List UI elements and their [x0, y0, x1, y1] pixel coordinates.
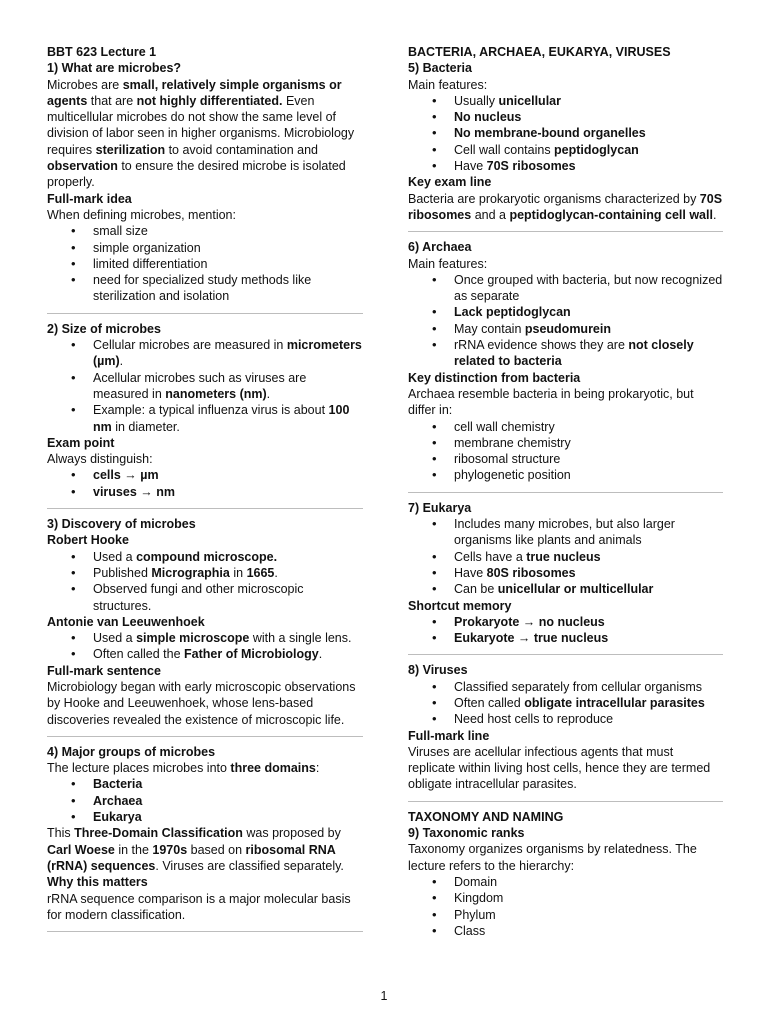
bold-term: 1665 — [246, 565, 275, 580]
list-item — [408, 125, 723, 141]
list-item: • May contain pseudomurein — [408, 321, 723, 337]
list-item — [47, 809, 363, 825]
list-item: • Used a compound microscope. — [47, 549, 363, 565]
list-item: • limited differentiation — [47, 256, 363, 272]
bold-term: observation — [47, 159, 118, 174]
bullet-list — [408, 874, 723, 939]
bold-term: obligate intracellular parasites — [524, 695, 705, 710]
list-item: • need for specialized study methods like sterilization and isolation — [47, 272, 363, 305]
list-item: • Classified separately from cellular organisms — [408, 679, 723, 695]
bold-term: Carl Woese — [47, 842, 115, 857]
paragraph: This Three-Domain Classification was proposed by Carl Woese in the 1970s based on ribosomal RNA (rRNA) sequences. Viruses are classified separately. — [47, 826, 344, 873]
list-item — [408, 614, 723, 630]
left-column — [47, 44, 363, 939]
divider — [47, 313, 363, 314]
bullet-list — [408, 93, 723, 174]
subheading: Why this matters — [47, 875, 148, 890]
list-item: • Used a simple microscope with a single lens. — [47, 630, 363, 646]
bullet-list — [408, 272, 723, 370]
list-item — [47, 793, 363, 809]
bold-term: Archaea — [93, 793, 143, 808]
list-item: • Phylum — [408, 907, 723, 923]
page-number: 1 — [380, 989, 388, 1003]
paragraph: Main features: — [408, 256, 488, 271]
subheading: Robert Hooke — [47, 533, 129, 548]
list-item: • cell wall chemistry — [408, 419, 723, 435]
bold-term: unicellular or multicellular — [497, 582, 654, 597]
subheading: Key exam line — [408, 175, 492, 190]
paragraph: Taxonomy organizes organisms by relatedness. The lecture refers to the hierarchy: — [408, 842, 697, 873]
part-header: TAXONOMY AND NAMING — [408, 809, 564, 824]
bold-term: micrometers (µm) — [93, 338, 362, 369]
bold-term: Bacteria — [93, 777, 143, 792]
divider — [408, 654, 723, 655]
bold-term: peptidoglycan-containing cell wall — [509, 207, 713, 222]
list-item: • Once grouped with bacteria, but now recognized as separate — [408, 272, 723, 305]
bullet-list — [47, 630, 363, 663]
subheading: Antonie van Leeuwenhoek — [47, 614, 205, 629]
bold-term: 1970s — [152, 842, 188, 857]
right-column — [408, 44, 723, 939]
list-item: • Usually unicellular — [408, 93, 723, 109]
paragraph: rRNA sequence comparison is a major molecular basis for modern classification. — [47, 891, 351, 922]
bold-term: Lack peptidoglycan — [454, 305, 571, 320]
bold-term: 70S ribosomes — [408, 191, 723, 222]
divider — [408, 492, 723, 493]
paragraph: Microbes are small, relatively simple organisms or agents that are not highly differentiated. Even multicellular microbes do not show the same level of division of labor seen in higher organisms. Microbiology requires sterilization to avoid contamination and observation to ensure the desired microbe is isolated properly. — [47, 77, 355, 190]
list-item: • Often called obligate intracellular parasites — [408, 695, 723, 711]
list-item: • Can be unicellular or multicellular — [408, 581, 723, 597]
bold-term: unicellular — [498, 93, 561, 108]
list-item: • Domain — [408, 874, 723, 890]
list-item — [47, 484, 363, 500]
paragraph: Archaea resemble bacteria in being prokaryotic, but differ in: — [408, 386, 694, 418]
bullet-list — [47, 467, 363, 500]
bold-term: simple microscope — [136, 631, 250, 646]
bullet-list — [408, 516, 723, 597]
bold-term: No membrane-bound organelles — [454, 126, 646, 141]
bold-term: Micrographia — [151, 565, 230, 580]
list-item: • ribosomal structure — [408, 451, 723, 467]
list-item: • rRNA evidence shows they are not closely related to bacteria — [408, 337, 723, 370]
section-title: 4) Major groups of microbes — [47, 744, 216, 759]
list-item — [408, 630, 723, 646]
subheading: Full-mark sentence — [47, 663, 161, 678]
subheading: Full-mark line — [408, 728, 490, 743]
bold-term: small, relatively simple organisms or agents — [47, 77, 342, 108]
section-title: 6) Archaea — [408, 240, 472, 255]
bold-term: 80S ribosomes — [486, 565, 576, 580]
list-item — [47, 467, 363, 483]
bold-term: nanometers (nm) — [165, 386, 267, 401]
bold-term: No nucleus — [454, 110, 522, 125]
list-item: • Have 70S ribosomes — [408, 158, 723, 174]
bullet-list — [408, 419, 723, 484]
bold-term: true nucleus — [526, 549, 601, 564]
paragraph: When defining microbes, mention: — [47, 207, 236, 222]
subheading: Full-mark idea — [47, 191, 132, 206]
list-item: • Observed fungi and other microscopic structures. — [47, 581, 363, 614]
bold-term: not highly differentiated. — [136, 93, 283, 108]
bullet-list — [47, 776, 363, 825]
subheading: Exam point — [47, 435, 115, 450]
list-item — [47, 776, 363, 792]
bullet-list — [47, 337, 363, 435]
list-item: • Have 80S ribosomes — [408, 565, 723, 581]
bold-term: 100 nm — [93, 403, 350, 434]
section-title: 3) Discovery of microbes — [47, 517, 196, 532]
bold-term: peptidoglycan — [554, 142, 639, 157]
bullet-list — [47, 223, 363, 304]
bold-term: Eukarya — [93, 810, 142, 825]
paragraph: The lecture places microbes into three domains: — [47, 761, 320, 776]
list-item — [408, 109, 723, 125]
divider — [47, 736, 363, 737]
section-title: 2) Size of microbes — [47, 321, 161, 336]
divider — [47, 508, 363, 509]
paragraph: Main features: — [408, 77, 488, 92]
paragraph: Bacteria are prokaryotic organisms characterized by 70S ribosomes and a peptidoglycan-containing cell wall. — [408, 191, 723, 222]
bold-term: cells → µm — [93, 468, 159, 483]
list-item: • Class — [408, 923, 723, 939]
bold-term: not closely related to bacteria — [454, 338, 694, 369]
bold-term: Father of Microbiology — [184, 647, 319, 662]
list-item: • Cell wall contains peptidoglycan — [408, 142, 723, 158]
list-item: • Example: a typical influenza virus is about 100 nm in diameter. — [47, 402, 363, 435]
part-header: BACTERIA, ARCHAEA, EUKARYA, VIRUSES — [408, 45, 671, 59]
course-title: BBT 623 Lecture 1 — [47, 45, 157, 59]
list-item — [408, 304, 723, 320]
bold-term: Eukaryote → true nucleus — [454, 631, 609, 646]
list-item: • small size — [47, 223, 363, 239]
bullet-list — [408, 614, 723, 647]
paragraph: Viruses are acellular infectious agents that must replicate within living host cells, hence they are termed obligate intracellular parasites. — [408, 744, 711, 792]
list-item: • Need host cells to reproduce — [408, 711, 723, 727]
section-title: 9) Taxonomic ranks — [408, 826, 525, 841]
bold-term: pseudomurein — [524, 321, 611, 336]
divider — [47, 931, 363, 932]
list-item: • simple organization — [47, 240, 363, 256]
list-item: • Cells have a true nucleus — [408, 549, 723, 565]
list-item: • phylogenetic position — [408, 467, 723, 483]
bold-term: Three-Domain Classification — [74, 826, 243, 841]
bullet-list — [47, 549, 363, 614]
bullet-list — [408, 679, 723, 728]
list-item: • Acellular microbes such as viruses are measured in nanometers (nm). — [47, 370, 363, 403]
list-item: • Cellular microbes are measured in micrometers (µm). — [47, 337, 363, 370]
bold-term: viruses → nm — [93, 484, 175, 499]
bold-term: compound microscope. — [136, 549, 278, 564]
list-item: • Kingdom — [408, 890, 723, 906]
list-item: • Often called the Father of Microbiology. — [47, 646, 363, 662]
section-title: 7) Eukarya — [408, 500, 472, 515]
paragraph: Microbiology began with early microscopic observations by Hooke and Leeuwenhoek, whose lens-based discoveries revealed the existence of microscopic life. — [47, 679, 356, 727]
bold-term: three domains — [230, 761, 316, 776]
bold-term: 70S ribosomes — [486, 159, 576, 174]
section-title: 8) Viruses — [408, 663, 468, 678]
list-item: • Includes many microbes, but also larger organisms like plants and animals — [408, 516, 723, 549]
list-item: • membrane chemistry — [408, 435, 723, 451]
list-item: • Published Micrographia in 1665. — [47, 565, 363, 581]
bold-term: sterilization — [95, 142, 166, 157]
bold-term: ribosomal RNA (rRNA) sequences — [47, 842, 336, 873]
paragraph: Always distinguish: — [47, 452, 153, 467]
section-title: 5) Bacteria — [408, 61, 472, 76]
subheading: Key distinction from bacteria — [408, 370, 581, 385]
subheading: Shortcut memory — [408, 598, 512, 613]
section-title: 1) What are microbes? — [47, 61, 182, 76]
bold-term: Prokaryote → no nucleus — [454, 614, 605, 629]
divider — [408, 801, 723, 802]
divider — [408, 231, 723, 232]
